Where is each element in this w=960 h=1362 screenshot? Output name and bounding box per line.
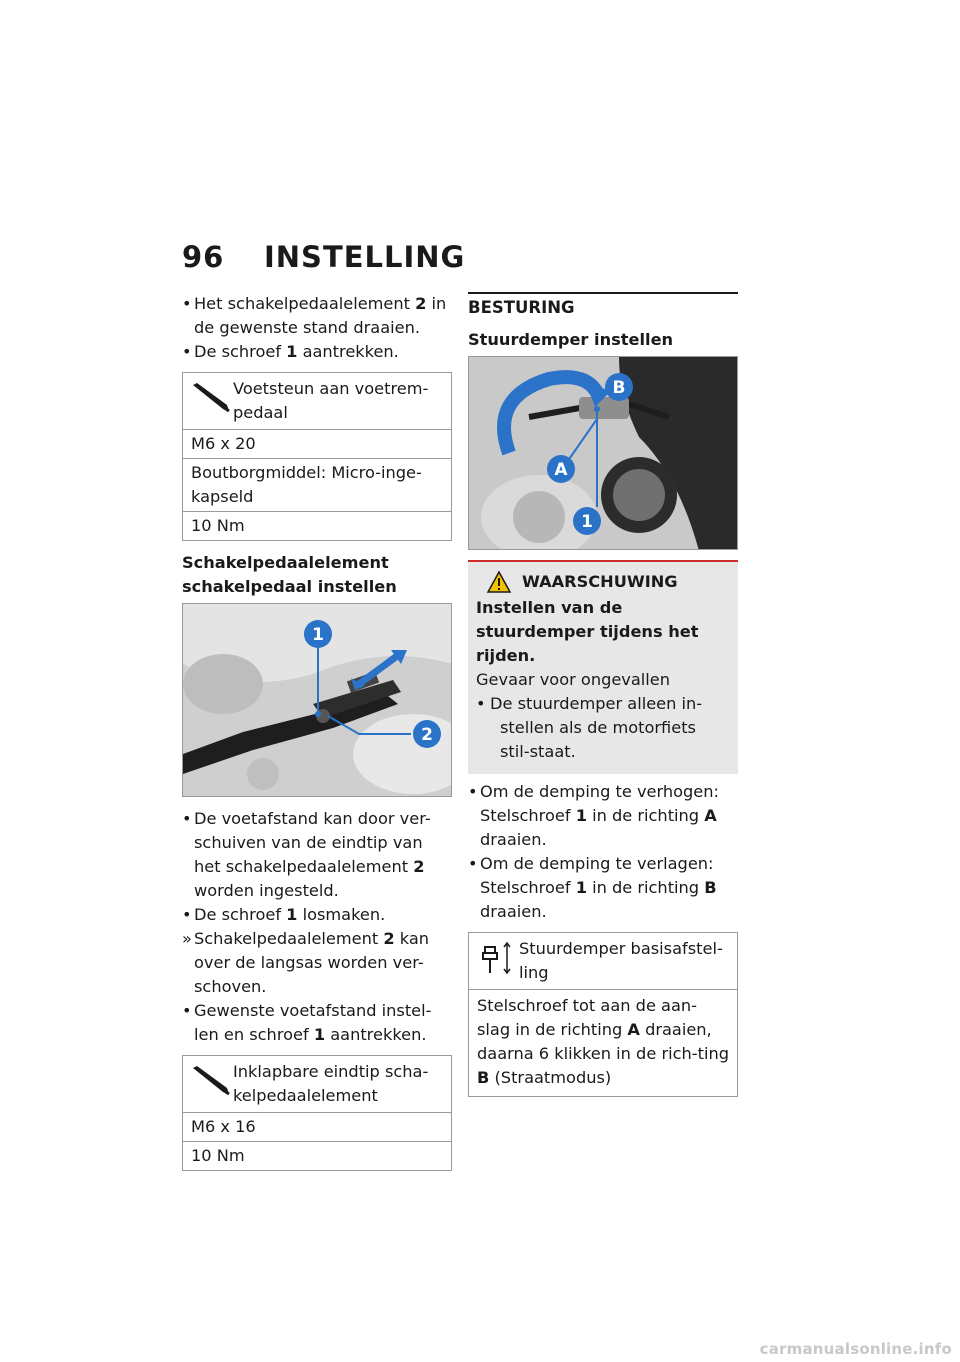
- spec-title: Stuurdemper basisafstel-ling: [519, 939, 723, 982]
- shift-pedal-figure: [182, 603, 452, 797]
- warning-box: [468, 560, 738, 774]
- spec-table-damper-basic: [468, 932, 738, 1097]
- svg-text:A: A: [554, 460, 568, 480]
- step: • Het schakelpedaalelement 2 in de gewenste stand draaien.: [182, 294, 447, 337]
- page-header: [182, 240, 465, 274]
- page-number: 96: [182, 240, 225, 274]
- warning-label: WAARSCHUWING: [522, 572, 678, 591]
- step: • De voetafstand kan door ver-schuiven van de eindtip van het schakelpedaalelement 2 worden ingesteld.: [182, 809, 431, 900]
- warning-bullet-cont: stellen als de motorfiets stil-staat.: [500, 718, 696, 761]
- svg-text:1: 1: [581, 512, 593, 532]
- spec-row: M6 x 20: [183, 430, 451, 459]
- warning-text: Gevaar voor ongevallen: [476, 670, 671, 689]
- spec-row: Stelschroef tot aan de aan-slag in de richting A draaien, daarna 6 klikken in de rich-ting B (Straatmodus): [477, 996, 729, 1087]
- step: • Om de demping te verlagen: Stelschroef 1 in de richting B draaien.: [468, 854, 717, 921]
- subheading-steering-damper: Stuurdemper instellen: [468, 330, 674, 349]
- wrench-icon: [187, 377, 233, 417]
- step: • Gewenste voetafstand instel-len en schroef 1 aantrekken.: [182, 1001, 432, 1044]
- step: • De schroef 1 losmaken.: [182, 905, 386, 924]
- warning-title: Instellen van de stuurdemper tijdens het rijden.: [476, 598, 699, 665]
- spec-table-pedal-tip: [182, 1055, 452, 1171]
- svg-text:B: B: [612, 378, 626, 398]
- spec-title: Inklapbare eindtip scha-kelpedaalelement: [233, 1062, 429, 1105]
- spec-row: Boutborgmiddel: Micro-inge-kapseld: [183, 459, 451, 512]
- step: • De schroef 1 aantrekken.: [182, 342, 399, 361]
- wrench-icon: [187, 1060, 233, 1100]
- steering-damper-illustration: [469, 357, 738, 550]
- gauge-setting-icon: [473, 937, 519, 977]
- svg-text:2: 2: [421, 725, 433, 745]
- spec-row: M6 x 16: [183, 1113, 451, 1142]
- right-column: [468, 292, 738, 1107]
- spec-row: 10 Nm: [191, 516, 245, 535]
- spec-title: Voetsteun aan voetrem-pedaal: [233, 379, 429, 422]
- watermark: carmanualsonline.info: [759, 1340, 952, 1358]
- steering-damper-figure: [468, 356, 738, 550]
- warning-triangle-icon: [486, 570, 512, 594]
- step-result: » Schakelpedaalelement 2 kan over de langsas worden ver-schoven.: [182, 929, 430, 996]
- shift-pedal-illustration: [183, 604, 452, 797]
- subheading-shift-pedal: Schakelpedaalelement schakelpedaal instellen: [182, 553, 397, 596]
- left-column: [182, 292, 452, 1181]
- spec-row: 10 Nm: [191, 1146, 245, 1165]
- section-title: BESTURING: [468, 292, 738, 320]
- spec-table-footrest: [182, 372, 452, 541]
- step: • Om de demping te verhogen: Stelschroef 1 in de richting A draaien.: [468, 782, 719, 849]
- warning-bullet: • De stuurdemper alleen in-: [476, 694, 703, 713]
- svg-text:1: 1: [312, 625, 324, 645]
- page-title: INSTELLING: [264, 240, 466, 274]
